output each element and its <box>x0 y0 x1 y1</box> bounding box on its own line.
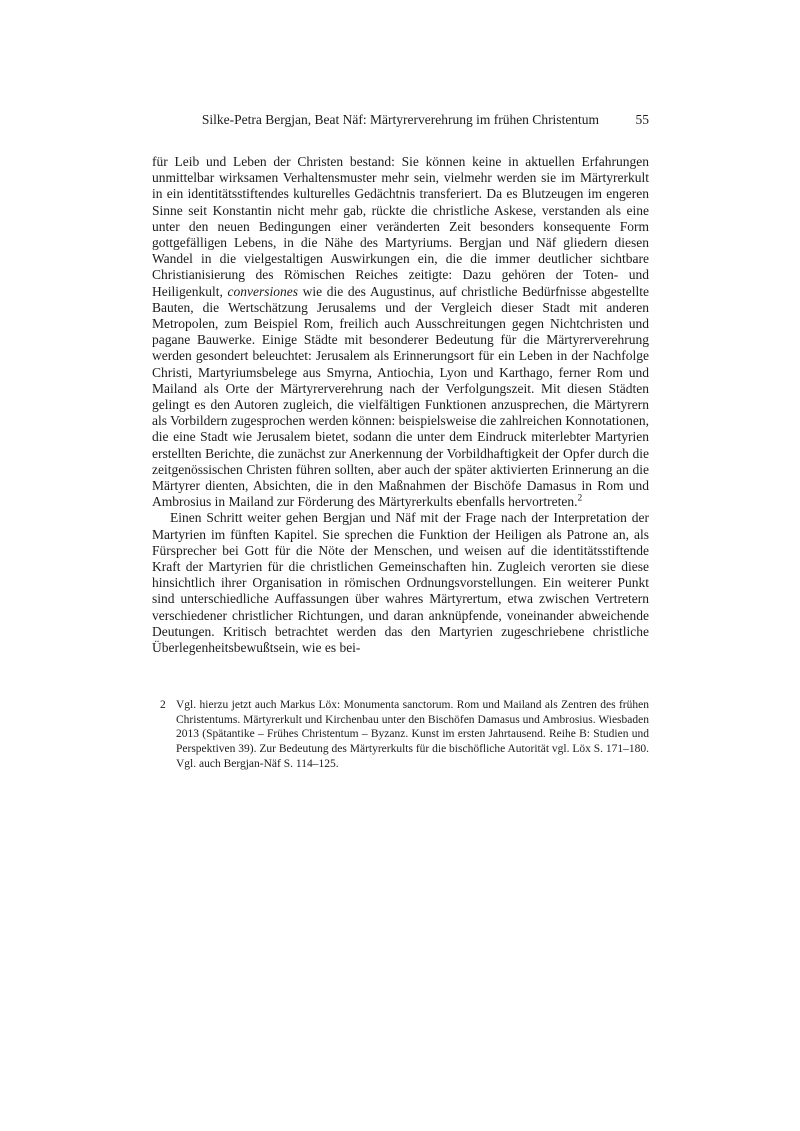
running-head <box>152 112 649 128</box>
body-text <box>152 154 649 656</box>
text-segment: conversiones <box>227 283 298 299</box>
text-segment: wie die des Augustinus, auf christliche Bedürfnisse abgestellte Bauten, die Wertschätzung Jerusalems und der Vergleich dieser Stadt mit anderen Metropolen, zum Beispiel Rom, freilich auch Ausschreitungen gegen Nichtchristen und pagane Bauwerke. Einige Städte mit besonderer Bedeutung für die Märtyrerverehrung werden gesondert beleuchtet: Jerusalem als Erinnerungsort für ein Leben in der Nachfolge Christi, Martyriumsbelege aus Smyrna, Antiochia, Lyon und Karthago, ferner Rom und Mailand als Orte der Märtyrerverehrung nach der Verfolgungszeit. Mit diesen Städten gelingt es den Autoren zugleich, die vielfältigen Funktionen anzusprechen, die Märtyrern als Vorbildern zugesprochen werden können: beispielsweise die zahlreichen Konnotationen, die eine Stadt wie Jerusalem bietet, sodann die unter dem Eindruck miterlebter Martyrien erstellten Berichte, die zunächst zur Anerkennung der Vorbildhaftigkeit der Opfer durch die zeitgenössischen Christen führen sollten, aber auch der später aktivierten Erinnerung an die Märtyrer dienten, Absichten, die in den Maßnahmen der Bischöfe Damasus in Rom und Ambrosius in Mailand zur Förderung des Märtyrerkults ebenfalls hervortreten. <box>152 283 649 510</box>
text-block <box>152 112 649 771</box>
paragraph <box>152 510 649 656</box>
page-number: 55 <box>635 112 649 127</box>
text-segment: Einen Schritt weiter gehen Bergjan und Näf mit der Frage nach der Interpretation der Martyrien im fünften Kapitel. Sie sprechen die Funktion der Heiligen als Patrone an, als Fürsprecher bei Gott für die Nöte der Menschen, und weisen auf die identitätsstiftende Kraft der Martyrien für die christlichen Gemeinschaften hin. Zugleich verorten sie diese hinsichtlich ihrer Organisation in römischen Ordnungsvorstellungen. Ein weiterer Punkt sind unterschiedliche Auffassungen über wahres Märtyrertum, etwa zwischen Vertretern verschiedener christlicher Richtungen, und daran anknüpfende, voneinander abweichende Deutungen. Kritisch betrachtet werden das den Martyrien zugeschriebene christliche Überlegenheitsbewußtsein, wie es bei- <box>152 510 649 656</box>
paragraphs <box>152 154 649 656</box>
footnote-text <box>176 698 649 771</box>
header-title: Silke-Petra Bergjan, Beat Näf: Märtyrerverehrung im frühen Christentum <box>201 112 600 127</box>
text-segment: für Leib und Leben der Christen bestand: Sie können keine in aktuellen Erfahrungen unmittelbar wirksamen Verhaltensmuster mehr sein, vielmehr werden sie im Märtyrerkult in ein identitätsstiftendes kulturelles Gedächtnis transferiert. Da es Blutzeugen im engeren Sinne seit Konstantin nicht mehr gab, rückte die christliche Askese, verstanden als eine unter den neuen Bedingungen einer veränderten Zeit besonders konsequente Form gottgefälligen Lebens, in die Nähe des Martyriums. Bergjan und Näf gliedern diesen Wandel in die vielgestaltigen Auswirkungen ein, die die immer deutlicher sichtbare Christianisierung des Römischen Reiches zeitigte: Dazu gehören der Toten- und Heiligenkult, <box>152 154 649 299</box>
footnote-number: 2 <box>160 699 166 712</box>
footnotes <box>152 698 649 771</box>
footnote-marker: 2 <box>577 493 583 504</box>
text-segment: Vgl. hierzu jetzt auch Markus Löx: Monumenta sanctorum. Rom und Mailand als Zentren des frühen Christentums. Märtyrerkult und Kirchenbau unter den Bischöfen Damasus und Ambrosius. Wiesbaden 2013 (Spätantike – Frühes Christentum – Byzanz. Kunst im ersten Jahrtausend. Reihe B: Studien und Perspektiven 39). Zur Bedeutung des Märtyrerkults für die bischöfliche Autorität vgl. Löx S. 171–180. Vgl. auch Bergjan-Näf S. 114–125. <box>176 699 650 770</box>
paragraph <box>152 154 649 510</box>
footnote <box>160 698 649 771</box>
